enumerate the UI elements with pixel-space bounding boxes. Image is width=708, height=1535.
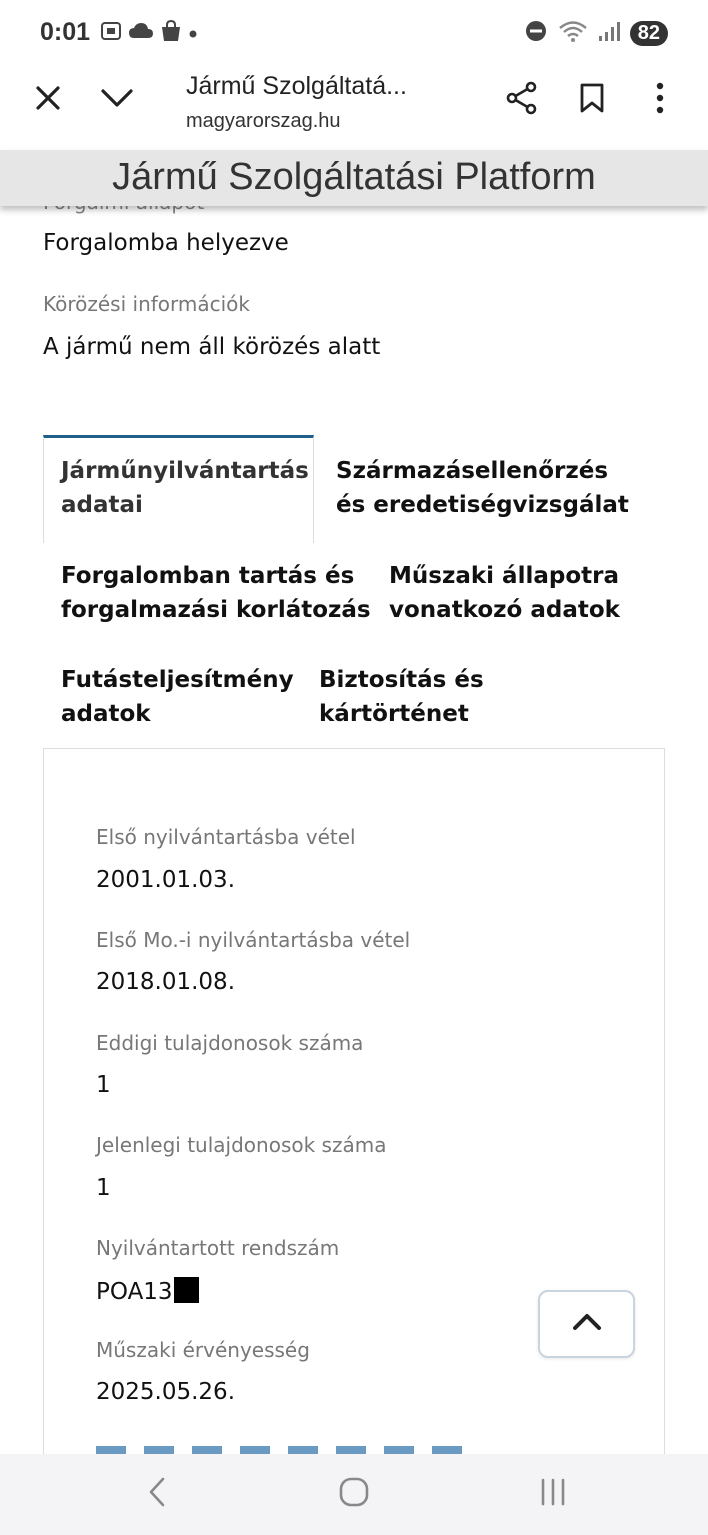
tab-label-line: forgalmazási korlátozás: [61, 597, 371, 623]
previous-owners-value: 1: [96, 1072, 111, 1098]
bookmark-icon: [579, 82, 605, 118]
traffic-status-value: Forgalomba helyezve: [43, 230, 289, 256]
tab-label-line: Futásteljesítmény: [61, 667, 294, 693]
bookmark-button[interactable]: [568, 76, 616, 124]
tab-origin-check[interactable]: [336, 454, 629, 522]
tab-label-line: Biztosítás és: [319, 667, 484, 693]
first-hu-registration-label: Első Mo.-i nyilvántartásba vétel: [96, 928, 411, 952]
home-button[interactable]: [324, 1472, 384, 1516]
page-title: Jármű Szolgáltatá...: [186, 72, 407, 100]
page-content: [0, 150, 708, 1454]
recents-button[interactable]: [523, 1472, 583, 1516]
tab-label-line: és eredetiségvizsgálat: [336, 492, 629, 518]
recents-icon: [539, 1478, 567, 1510]
cloud-icon: [128, 21, 154, 45]
more-vert-icon: [655, 82, 665, 118]
status-time: 0:01: [40, 18, 91, 46]
chevron-up-icon: [572, 1312, 602, 1336]
tab-technical-condition[interactable]: [389, 559, 620, 627]
platform-header: [0, 150, 708, 206]
chevron-down-icon: [100, 87, 134, 113]
tab-traffic-restriction[interactable]: [61, 559, 371, 627]
status-bar: [0, 0, 708, 64]
more-options-button[interactable]: [636, 76, 684, 124]
first-registration-label: Első nyilvántartásba vétel: [96, 825, 356, 849]
plate-number-label: Nyilvántartott rendszám: [96, 1236, 340, 1260]
first-registration-value: 2001.01.03.: [96, 867, 235, 893]
minimize-button[interactable]: [93, 76, 141, 124]
status-right-icons: [524, 18, 668, 48]
share-button[interactable]: [498, 76, 546, 124]
tab-insurance[interactable]: [319, 663, 484, 731]
home-icon: [339, 1477, 369, 1511]
battery-indicator: 82: [630, 21, 668, 46]
wifi-icon: [558, 19, 588, 47]
technical-validity-label: Műszaki érvényesség: [96, 1338, 310, 1362]
platform-title: Jármű Szolgáltatási Platform: [112, 156, 596, 198]
cut-off-link-text: [96, 1446, 476, 1454]
system-nav-bar: [0, 1454, 708, 1535]
tab-label-line: vonatkozó adatok: [389, 597, 620, 623]
tab-label-line: Forgalomban tartás és: [61, 563, 355, 589]
close-button[interactable]: [24, 76, 72, 124]
redaction-block: [174, 1277, 199, 1303]
dot-icon: [188, 24, 198, 43]
tab-mileage[interactable]: [61, 663, 294, 731]
tab-registry-data[interactable]: [61, 454, 309, 522]
share-icon: [505, 81, 539, 119]
wanted-info-value: A jármű nem áll körözés alatt: [43, 334, 381, 360]
browser-toolbar: [0, 64, 708, 150]
scroll-to-top-button[interactable]: [538, 1290, 635, 1358]
technical-validity-value: 2025.05.26.: [96, 1379, 235, 1405]
back-icon: [147, 1476, 167, 1512]
tab-label-line: kártörténet: [319, 701, 469, 727]
tab-label-line: Járműnyilvántartás: [61, 458, 309, 484]
plate-number-field: [96, 1277, 199, 1305]
previous-owners-label: Eddigi tulajdonosok száma: [96, 1031, 364, 1055]
signal-icon: [598, 20, 620, 46]
wanted-info-label: Körözési információk: [43, 292, 251, 316]
first-hu-registration-value: 2018.01.08.: [96, 969, 235, 995]
shopping-bag-icon: [160, 19, 182, 47]
plate-number-value: POA13: [96, 1279, 173, 1305]
close-icon: [34, 84, 62, 116]
tab-label-line: Származásellenőrzés: [336, 458, 609, 484]
current-owners-value: 1: [96, 1175, 111, 1201]
back-button[interactable]: [127, 1472, 187, 1516]
screenshot-icon: [100, 20, 122, 46]
tab-label-line: adatai: [61, 492, 143, 518]
current-owners-label: Jelenlegi tulajdonosok száma: [96, 1133, 387, 1157]
status-left-icons: [100, 20, 198, 46]
page-url: magyarorszag.hu: [186, 110, 341, 132]
tab-label-line: adatok: [61, 701, 151, 727]
do-not-disturb-icon: [524, 19, 548, 47]
tab-label-line: Műszaki állapotra: [389, 563, 619, 589]
